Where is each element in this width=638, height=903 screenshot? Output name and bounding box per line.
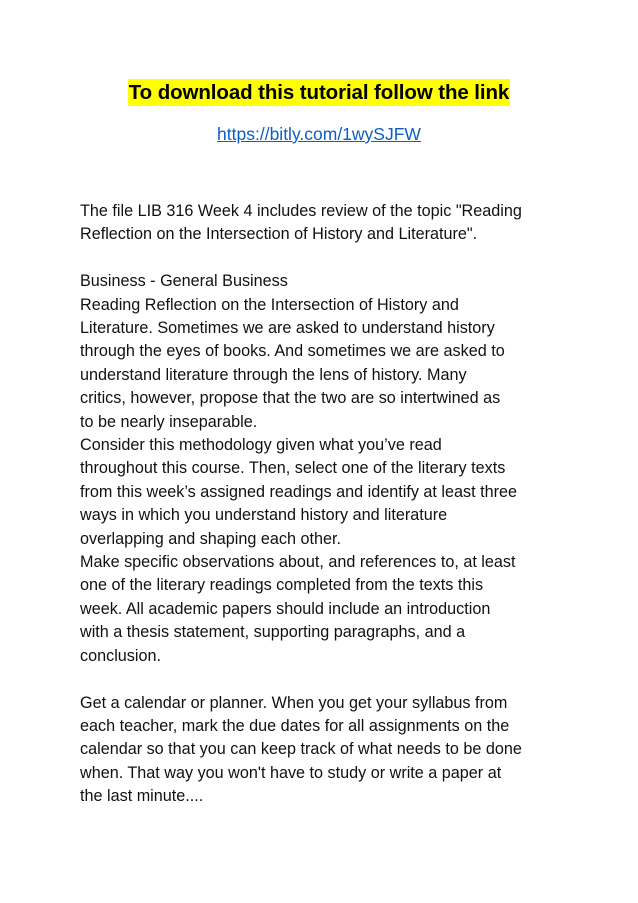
text-line: to be nearly inseparable.	[80, 412, 258, 431]
text-line: understand literature through the lens of history. Many	[80, 365, 467, 384]
text-line: ways in which you understand history and literature	[80, 506, 448, 525]
text-line: calendar so that you can keep track of what needs to be done	[80, 740, 522, 759]
text-line: Get a calendar or planner. When you get your syllabus from	[80, 693, 508, 712]
text-line: conclusion.	[80, 646, 161, 665]
text-line: overlapping and shaping each other.	[80, 529, 341, 548]
text-line: throughout this course. Then, select one of the literary texts	[80, 459, 506, 478]
text-line: with a thesis statement, supporting paragraphs, and a	[80, 623, 466, 642]
text-line: week. All academic papers should include an introduction	[80, 599, 491, 618]
paragraph-gap	[80, 247, 570, 270]
text-line: Reading Reflection on the Intersection of History and	[80, 295, 459, 314]
paragraph-gap	[80, 668, 570, 691]
text-line: Business - General Business	[80, 272, 288, 291]
paragraph-assignment	[80, 270, 570, 668]
text-line: one of the literary readings completed from the texts this	[80, 576, 484, 595]
title-container	[0, 79, 638, 106]
link-container	[0, 123, 638, 145]
text-line: from this week’s assigned readings and identify at least three	[80, 482, 518, 501]
paragraph-intro	[80, 200, 570, 247]
text-line: the last minute....	[80, 787, 204, 806]
download-link[interactable]: https://bitly.com/1wySJFW	[217, 124, 421, 144]
text-line: each teacher, mark the due dates for all assignments on the	[80, 716, 510, 735]
text-line: when. That way you won't have to study or write a paper at	[80, 763, 502, 782]
paragraph-tips	[80, 692, 570, 809]
page-title: To download this tutorial follow the link	[128, 81, 510, 104]
text-line: Reflection on the Intersection of History and Literature".	[80, 225, 478, 244]
text-line: Literature. Sometimes we are asked to understand history	[80, 319, 495, 338]
text-line: The file LIB 316 Week 4 includes review of the topic "Reading	[80, 202, 522, 220]
text-line: Consider this methodology given what you’ve read	[80, 436, 442, 455]
text-line: through the eyes of books. And sometimes we are asked to	[80, 342, 505, 361]
text-line: Make specific observations about, and references to, at least	[80, 553, 516, 572]
text-line: critics, however, propose that the two are so intertwined as	[80, 389, 501, 408]
document-body	[80, 200, 570, 809]
